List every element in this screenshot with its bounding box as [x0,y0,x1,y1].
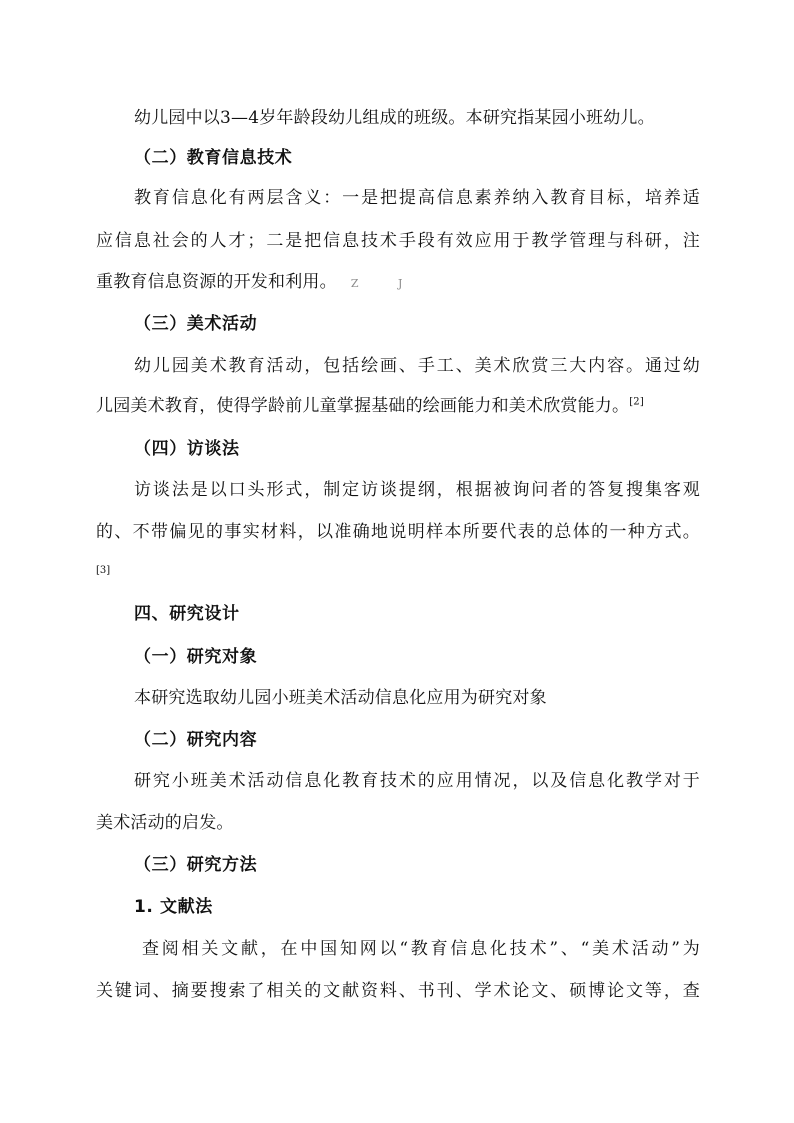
section-heading-education-info-tech: （二）教育信息技术 [134,148,293,168]
subsection-heading-literature-method: 1. 文献法 [134,897,213,917]
citation-marker: [3] [96,565,111,576]
section-heading-research-object: （一）研究对象 [134,647,258,667]
paragraph-line: 查阅相关文献，在中国知网以“教育信息化技术”、“美术活动”为 [142,939,700,959]
paragraph-line: 的、不带偏见的事实材料，以准确地说明样本所要代表的总体的一种方式。 [96,522,700,542]
paragraph-line: 教育信息化有两层含义：一是把提高信息素养纳入教育目标，培养适 [134,188,700,208]
paragraph-line [96,270,706,296]
paragraph-line: 关键词、摘要搜索了相关的文献资料、书刊、学术论文、硕博论文等，查 [96,981,700,1001]
paragraph-text: 儿园美术教育，使得学龄前儿童掌握基础的绘画能力和美术欣赏能力。 [96,396,630,416]
faint-marks: Z J [350,277,421,290]
paragraph-text: 重教育信息资源的开发和利用。 [96,272,337,292]
section-heading-interview: （四）访谈法 [134,439,240,459]
paragraph-line [96,394,706,418]
section-heading-research-content: （二）研究内容 [134,730,258,750]
paragraph-line: 本研究选取幼儿园小班美术活动信息化应用为研究对象 [134,688,547,708]
paragraph-line: 研究小班美术活动信息化教育技术的应用情况，以及信息化教学对于 [134,771,700,791]
paragraph-line: 幼儿园美术教育活动，包括绘画、手工、美术欣赏三大内容。通过幼 [134,356,700,376]
citation-marker: [2] [629,396,644,408]
chapter-heading-research-design: 四、研究设计 [134,604,240,624]
section-heading-research-method: （三）研究方法 [134,855,258,875]
paragraph-line: 幼儿园中以3—4岁年龄段幼儿组成的班级。本研究指某园小班幼儿。 [134,108,655,128]
section-heading-art-activity: （三）美术活动 [134,314,258,334]
paragraph-line: 访谈法是以口头形式，制定访谈提纲，根据被询问者的答复搜集客观 [134,480,700,500]
paragraph-line: 应信息社会的人才；二是把信息技术手段有效应用于教学管理与科研，注 [96,231,700,251]
paragraph-line: 美术活动的启发。 [96,813,234,833]
